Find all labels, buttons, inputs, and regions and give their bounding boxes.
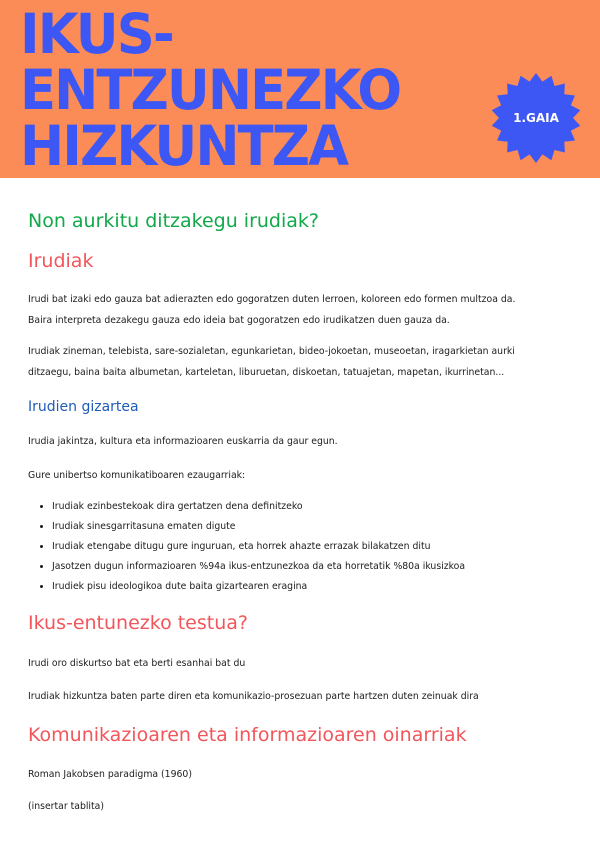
section-heading-testua: Ikus-entunezko testua? (28, 612, 248, 634)
irudiak-paragraph-2-line-2: ditzaegu, baina baita albumetan, karteletan, liburuetan, diskoetan, tatuajetan, mapetan, ikurrinetan... (28, 367, 505, 378)
chapter-badge (490, 72, 582, 164)
list-item: • Irudiek pisu ideologikoa dute baita gizartearen eragina (52, 577, 600, 597)
title-line-2: ENTZUNEZKO (20, 58, 401, 122)
main-question-heading: Non aurkitu ditzakegu irudiak? (28, 210, 319, 232)
gizartea-paragraph-2: Gure unibertso komunikatiboaren ezaugarriak: (28, 470, 246, 481)
oinarriak-paragraph-2: (insertar tablita) (28, 801, 104, 812)
chapter-badge-label: 1.GAIA (513, 111, 559, 125)
testua-paragraph-1: Irudi oro diskurtso bat eta berti esanhai bat du (28, 658, 246, 669)
gizartea-paragraph-1: Irudia jakintza, kultura eta informazioaren euskarria da gaur egun. (28, 436, 338, 447)
testua-paragraph-2: Irudiak hizkuntza baten parte diren eta komunikazio-prosezuan parte hartzen duten zeinuak dira (28, 691, 479, 702)
section-heading-oinarriak: Komunikazioaren eta informazioaren oinarriak (28, 724, 467, 746)
oinarriak-paragraph-1: Roman Jakobsen paradigma (1960) (28, 769, 192, 780)
list-item: • Jasotzen dugun informazioaren %94a ikus-entzunezkoa da eta horretatik %80a ikusizkoa (52, 557, 600, 577)
irudiak-paragraph-1-line-2: Baira interpreta dezakegu gauza edo ideia bat gogoratzen edo irudikatzen duen gauza da. (28, 315, 450, 326)
header-banner (0, 0, 600, 178)
list-item: • Irudiak etengabe ditugu gure inguruan, eta horrek ahazte errazak bilakatzen ditu (52, 537, 600, 557)
list-item: • Irudiak sinesgarritasuna ematen digute (52, 517, 600, 537)
page-title (20, 2, 401, 178)
characteristics-list (28, 497, 600, 597)
subsection-heading-gizartea: Irudien gizartea (28, 399, 139, 415)
section-heading-irudiak: Irudiak (28, 250, 94, 272)
title-line-3: HIZKUNTZA (20, 114, 348, 178)
irudiak-paragraph-1-line-1: Irudi bat izaki edo gauza bat adierazten edo gogoratzen duten lerroen, koloreen edo formen multzoa da. (28, 294, 516, 305)
list-item: • Irudiak ezinbestekoak dira gertatzen dena definitzeko (52, 497, 600, 517)
irudiak-paragraph-2-line-1: Irudiak zineman, telebista, sare-sozialetan, egunkarietan, bideo-jokoetan, museoetan, iragarkietan aurki (28, 346, 515, 357)
title-line-1: IKUS- (20, 2, 173, 66)
